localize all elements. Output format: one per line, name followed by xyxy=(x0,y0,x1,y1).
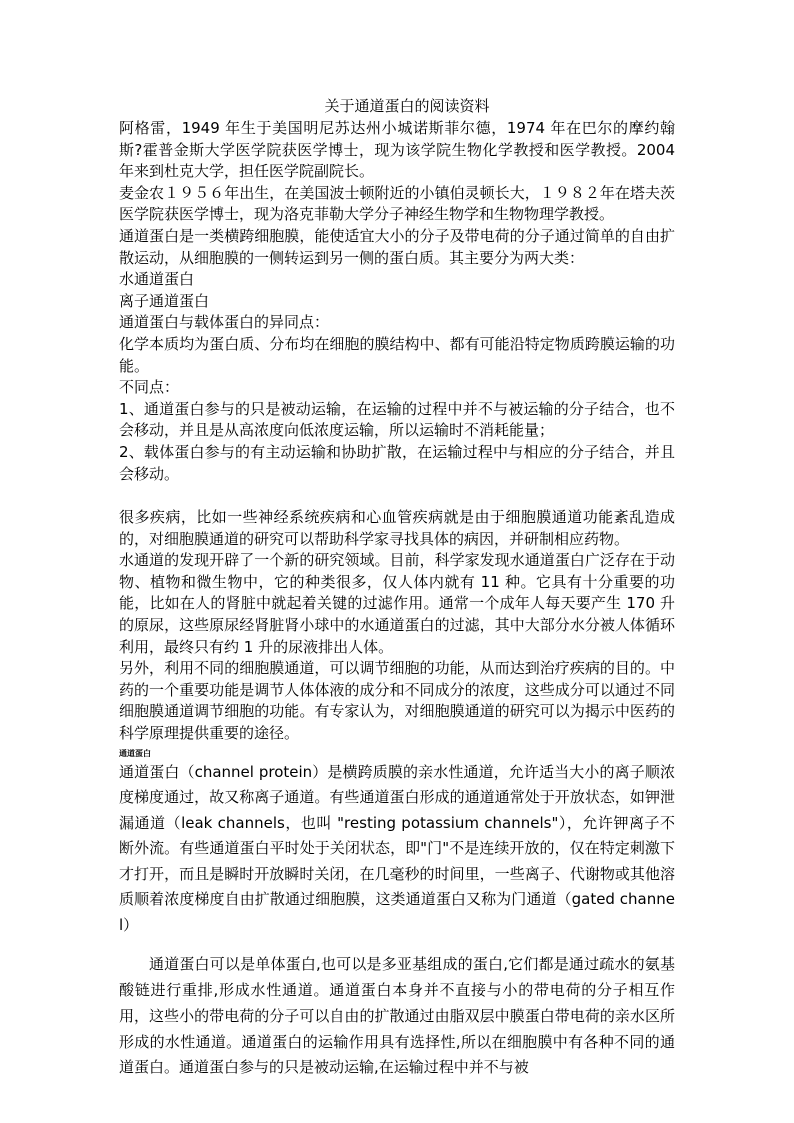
channel-protein-structure-section xyxy=(119,952,675,1081)
section-heading-channel-protein: 通道蛋白 xyxy=(119,748,151,758)
document-title: 关于通道蛋白的阅读资料 xyxy=(324,97,490,115)
paragraph-agre: 阿格雷，1949 年生于美国明尼苏达州小城诺斯菲尔德，1974 年在巴尔的摩约翰斯?霍普金斯大学医学院获医学博士，现为该学院生物化学教授和医学教授。2004 年来到杜克大学，担任医学院副院长。 xyxy=(119,119,675,181)
paragraph-difference-2: 2、载体蛋白参与的有主动运输和协助扩散，在运输过程中与相应的分子结合，并且会移动。 xyxy=(119,442,675,483)
paragraph-similarities: 化学本质均为蛋白质、分布均在细胞的膜结构中、都有可能沿特定物质跨膜运输的功能。 xyxy=(119,334,675,375)
paragraph-differences-heading: 不同点： xyxy=(119,378,180,397)
paragraph-chinese-medicine: 另外，利用不同的细胞膜通道，可以调节细胞的功能，从而达到治疗疾病的目的。中药的一个重要功能是调节人体体液的成分和不同成分的浓度，这些成分可以通过不同细胞膜通道调节细胞的功能。有专家认为，对细胞膜通道的研究可以为揭示中医药的科学原理提供重要的途径。 xyxy=(119,659,675,743)
paragraph-water-channel-discovery: 水通道的发现开辟了一个新的研究领域。目前，科学家发现水通道蛋白广泛存在于动物、植物和微生物中，它的种类很多，仅人体内就有 11 种。它具有十分重要的功能，比如在人的肾脏中就起着关键的过滤作用。通常一个成年人每天要产生 170 升的原尿，这些原尿经肾脏肾小球中的水通道蛋白的过滤，其中大部分水分被人体循环利用，最终只有约 1 升的尿液排出人体。 xyxy=(119,551,675,656)
spacer xyxy=(119,485,675,507)
paragraph-comparison-heading: 通道蛋白与载体蛋白的异同点： xyxy=(119,313,330,332)
paragraph-channel-structure: 通道蛋白可以是单体蛋白,也可以是多亚基组成的蛋白,它们都是通过疏水的氨基酸链进行重排,形成水性通道。通道蛋白本身并不直接与小的带电荷的分子相互作用，这些小的带电荷的分子可以自由的扩散通过由脂双层中膜蛋白带电荷的亲水区所形成的水性通道。通道蛋白的运输作用具有选择性,所以在细胞膜中有各种不同的通道蛋白。通道蛋白参与的只是被动运输,在运输过程中并不与被 xyxy=(119,955,675,1077)
intro-section xyxy=(119,118,675,485)
paragraph-channel-protein: 通道蛋白（channel protein）是横跨质膜的亲水性通道，允许适当大小的离子顺浓度梯度通过，故又称离子通道。有些通道蛋白形成的通道通常处于开放状态，如钾泄漏通道（leak channels，也叫 "resting potassium channels"），允许钾离子不断外流。有些通道蛋白平时处于关闭状态，即"门"不是连续开放的，仅在特定刺激下才打开，而且是瞬时开放瞬时关闭，在几毫秒的时间里，一些离子、代谢物或其他溶质顺着浓度梯度自由扩散通过细胞膜，这类通道蛋白又称为门通道（gated channel） xyxy=(119,762,675,934)
paragraph-definition: 通道蛋白是一类横跨细胞膜，能使适宜大小的分子及带电荷的分子通过简单的自由扩散运动，从细胞膜的一侧转运到另一侧的蛋白质。其主要分为两大类： xyxy=(119,226,675,267)
list-item-water-channel: 水通道蛋白 xyxy=(119,270,195,289)
paragraph-diseases: 很多疾病，比如一些神经系统疾病和心血管疾病就是由于细胞膜通道功能紊乱造成的，对细胞膜通道的研究可以帮助科学家寻找具体的病因，并研制相应药物。 xyxy=(119,508,675,548)
channel-protein-section xyxy=(119,760,675,939)
list-item-ion-channel: 离子通道蛋白 xyxy=(119,291,210,310)
paragraph-mackinnon: 麦金农１９５６年出生，在美国波士顿附近的小镇伯灵顿长大，１９８２年在塔夫茨医学院获医学博士，现为洛克菲勒大学分子神经生物学和生物物理学教授。 xyxy=(119,183,675,224)
document-page xyxy=(119,96,675,1081)
diseases-section xyxy=(119,507,675,745)
paragraph-difference-1: 1、通道蛋白参与的只是被动运输，在运输的过程中并不与被运输的分子结合，也不会移动，并且是从高浓度向低浓度运输，所以运输时不消耗能量； xyxy=(119,399,675,440)
